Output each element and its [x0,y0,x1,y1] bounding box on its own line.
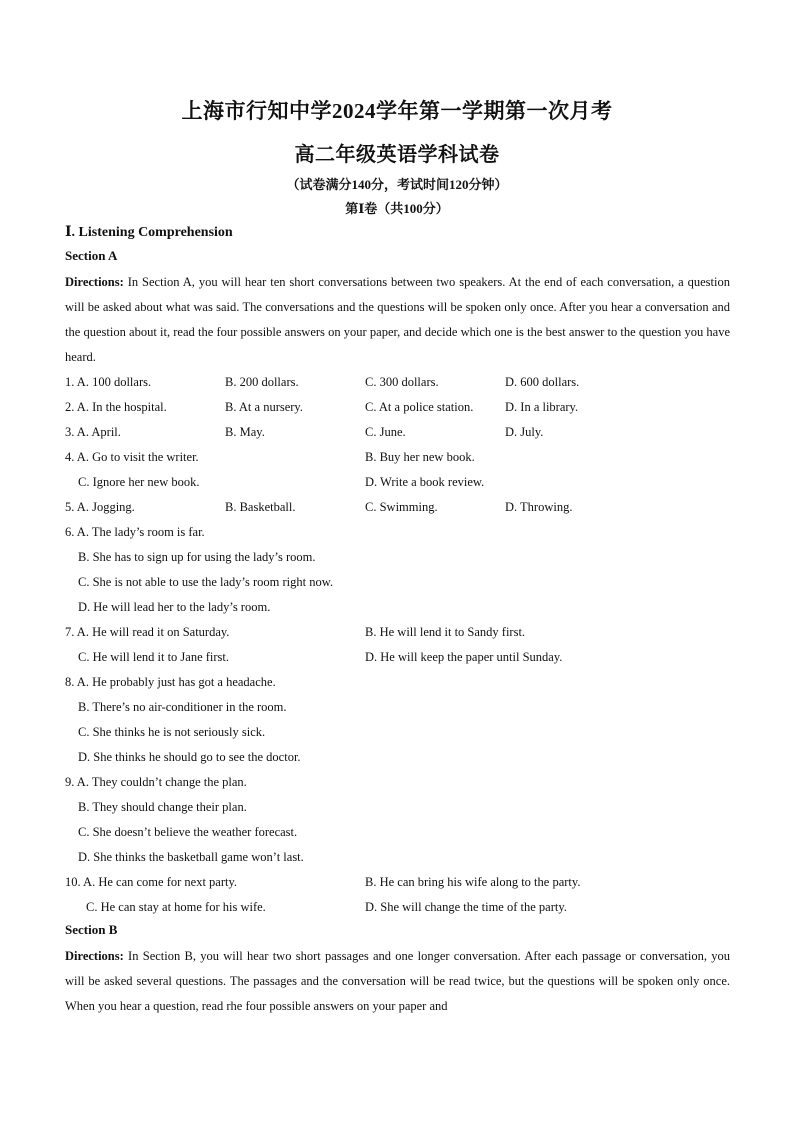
option-b: B. They should change their plan. [78,800,247,814]
option-d: D. She thinks he should go to see the doctor. [78,750,301,764]
option-c: C. 300 dollars. [365,375,439,389]
exam-title: 上海市行知中学2024学年第一学期第一次月考 [181,99,613,123]
option-d: D. Throwing. [505,500,573,514]
question-7-row1 [0,620,794,645]
volume-heading: 第Ⅰ卷（共100分） [345,201,449,216]
section-a-directions [65,270,730,370]
option-c: C. Swimming. [365,500,438,514]
option-b: B. Buy her new book. [365,450,475,464]
question-8-c [0,720,794,745]
option-a: 2. A. In the hospital. [65,400,167,414]
section-b-heading: Section B [65,922,118,937]
option-d: D. July. [505,425,544,439]
directions-text: In Section A, you will hear ten short conversations between two speakers. At the end of each conversation, a question will be asked about what was said. The conversations and the questions will be spoken only once. After you hear a conversation and the question about it, read the four possible answers on your paper, and decide which one is the best answer to the question you have heard. [65,275,730,364]
option-d: D. In a library. [505,400,579,414]
section-b-directions [65,944,730,1019]
option-b: B. She has to sign up for using the lady’s room. [78,550,316,564]
option-c: C. June. [365,425,406,439]
question-6-d [0,595,794,620]
option-d: D. She will change the time of the party. [365,900,567,914]
option-b: B. 200 dollars. [225,375,299,389]
option-b: B. At a nursery. [225,400,303,414]
option-a: 7. A. He will read it on Saturday. [65,625,230,639]
option-d: D. She thinks the basketball game won’t last. [78,850,304,864]
option-c: C. Ignore her new book. [78,475,200,489]
exam-subtitle: 高二年级英语学科试卷 [294,144,500,166]
question-4-row2 [0,470,794,495]
option-c: C. He can stay at home for his wife. [86,900,266,914]
option-d: D. 600 dollars. [505,375,580,389]
directions-label: Directions: [65,275,124,289]
option-d: D. Write a book review. [365,475,485,489]
option-b: B. He can bring his wife along to the party. [365,875,581,889]
directions-text: In Section B, you will hear two short passages and one longer conversation. After each passage or conversation, you will be asked several questions. The passages and the conversation will be read twice, but the questions will be spoken only once. When you hear a question, read rhe four possible answers on your paper and [65,949,730,1013]
option-b: B. There’s no air-conditioner in the room. [78,700,287,714]
question-8-a [0,670,794,695]
option-d: D. He will lead her to the lady’s room. [78,600,271,614]
exam-info: （试卷满分140分，考试时间120分钟） [286,177,508,192]
question-8-b [0,695,794,720]
question-10-row2 [0,895,794,920]
question-7-row2 [0,645,794,670]
option-a: 9. A. They couldn’t change the plan. [65,775,247,789]
section-a-heading: Section A [65,248,118,263]
question-8-d [0,745,794,770]
option-a: 1. A. 100 dollars. [65,375,152,389]
option-c: C. At a police station. [365,400,474,414]
option-a: 3. A. April. [65,425,121,439]
option-a: 8. A. He probably just has got a headache. [65,675,276,689]
question-6-a [0,520,794,545]
option-a: 6. A. The lady’s room is far. [65,525,205,539]
option-d: D. He will keep the paper until Sunday. [365,650,563,664]
question-9-c [0,820,794,845]
option-b: B. May. [225,425,265,439]
option-b: B. He will lend it to Sandy first. [365,625,526,639]
option-c: C. He will lend it to Jane first. [78,650,230,664]
question-1 [0,370,794,395]
option-a: 5. A. Jogging. [65,500,135,514]
part-heading-listening: Ⅰ. Listening Comprehension [65,225,233,240]
option-a: 4. A. Go to visit the writer. [65,450,199,464]
question-6-b [0,545,794,570]
option-c: C. She doesn’t believe the weather forecast. [78,825,298,839]
option-c: C. She thinks he is not seriously sick. [78,725,266,739]
question-9-a [0,770,794,795]
question-10-row1 [0,870,794,895]
question-2 [0,395,794,420]
option-b: B. Basketball. [225,500,296,514]
question-3 [0,420,794,445]
question-5 [0,495,794,520]
option-a: 10. A. He can come for next party. [65,875,238,889]
question-4-row1 [0,445,794,470]
directions-label: Directions: [65,949,124,963]
option-c: C. She is not able to use the lady’s room right now. [78,575,334,589]
question-9-b [0,795,794,820]
question-6-c [0,570,794,595]
question-9-d [0,845,794,870]
